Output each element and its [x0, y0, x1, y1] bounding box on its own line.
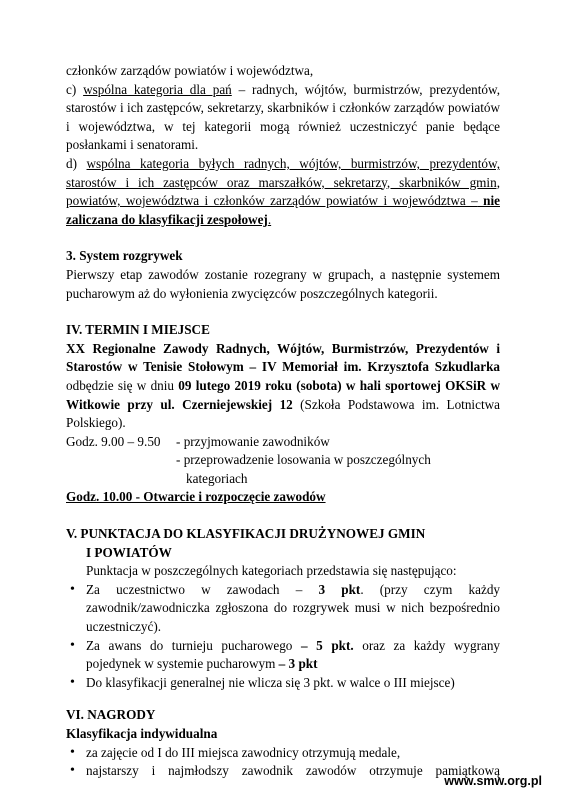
para-d: d) wspólna kategoria byłych radnych, wójtów, burmistrzów, prezydentów, starostów i ich zastępców oraz marszałków, sekretarzy, skarbników gmin, powiatów, województwa i członków zarządów powiatów i województwa – nie zaliczana do klasyfikacji zespołowej.: [66, 155, 500, 227]
list-item: • Do klasyfikacji generalnej nie wlicza się 3 pkt. w walce o III miejsce): [66, 674, 500, 693]
event-name: XX Regionalne Zawody Radnych, Wójtów, Burmistrzów, Prezydentów i Starostów w Tenisie Stołowym – IV Memoriał im. Krzysztofa Szkudlarka: [66, 340, 500, 375]
section-4-title: IV. TERMIN I MIEJSCE: [66, 322, 210, 338]
list-item: • najstarszy i najmłodszy zawodnik zawodów otrzymuje pamiątkową: [66, 762, 500, 781]
section-5-title: V. PUNKTACJA DO KLASYFIKACJI DRUŻYNOWEJ GMIN: [66, 526, 426, 542]
schedule-time: Godz. 9.00 – 9.50: [66, 433, 161, 449]
para-c-continuation: członków zarządów powiatów i województwa,: [66, 63, 314, 78]
para-d-category: wspólna kategoria byłych radnych, wójtów, burmistrzów, prezydentów, starostów i ich zastępców oraz marszałków, sekretarzy, skarbników gmin, powiatów, województwa i członków zarządów powiatów i województwa –: [66, 155, 500, 209]
schedule-item: - przeprowadzenie losowania w poszczególnych: [176, 452, 431, 468]
section-3-text: Pierwszy etap zawodów zostanie rozegrany w grupach, a następnie systemem pucharowym aż do wyłonienia zwycięzców poszczególnych kategorii.: [66, 266, 500, 301]
para-c-category: wspólna kategoria dla pań: [83, 81, 232, 97]
section-6-subtitle: Klasyfikacja indywidualna: [66, 726, 218, 741]
schedule-items: [176, 433, 500, 489]
schedule-item: kategoriach: [186, 470, 248, 486]
event-date-place: 09 lutego 2019 roku (sobota) w hali sportowej OKSiR w Witkowie przy ul. Czerniejewskiej 12: [66, 377, 500, 412]
schedule-item: - przyjmowanie zawodników: [176, 433, 330, 449]
section-4-text: XX Regionalne Zawody Radnych, Wójtów, Burmistrzów, Prezydentów i Starostów w Tenisie Stołowym – IV Memoriał im. Krzysztofa Szkudlarka odbędzie się w dniu 09 lutego 2019 roku (sobota) w hali sportowej OKSiR w Witkowie przy ul. Czerniejewskiej 12 (Szkoła Podstawowa im. Lotnictwa Polskiego).: [66, 340, 500, 431]
list-item: • za zajęcie od I do III miejsca zawodnicy otrzymują medale,: [66, 744, 500, 763]
section-5-title-cont: I POWIATÓW: [86, 544, 172, 560]
list-item: • Za awans do turnieju pucharowego – 5 pkt. oraz za każdy wygrany pojedynek w systemie pucharowym – 3 pkt: [66, 637, 500, 674]
section-5-intro: Punktacja w poszczególnych kategoriach przedstawia się następująco:: [86, 563, 457, 579]
document-page: [66, 62, 500, 781]
points-list: [66, 581, 500, 693]
section-3-title: 3. System rozgrywek: [66, 248, 183, 264]
site-watermark: www.smw.org.pl: [444, 774, 542, 788]
list-item: • Za uczestnictwo w zawodach – 3 pkt. (przy czym każdy zawodnik/zawodniczka zgłoszona do rozgrywek musi w nich bezpośrednio uczestniczyć).: [66, 581, 500, 637]
schedule: [66, 433, 500, 489]
awards-list: [66, 744, 500, 781]
opening-time: Godz. 10.00 - Otwarcie i rozpoczęcie zawodów: [66, 489, 326, 505]
para-d-note: nie zaliczana do klasyfikacji zespołowej: [66, 193, 500, 227]
section-6-title: VI. NAGRODY: [66, 707, 156, 723]
para-c: c) wspólna kategoria dla pań – radnych, wójtów, burmistrzów, prezydentów, starostów i ich zastępców, sekretarzy, skarbników i członków zarządów powiatów i województwa, w tej kategorii mogą również uczestniczyć panie będące posłankami i senatorami.: [66, 81, 500, 153]
